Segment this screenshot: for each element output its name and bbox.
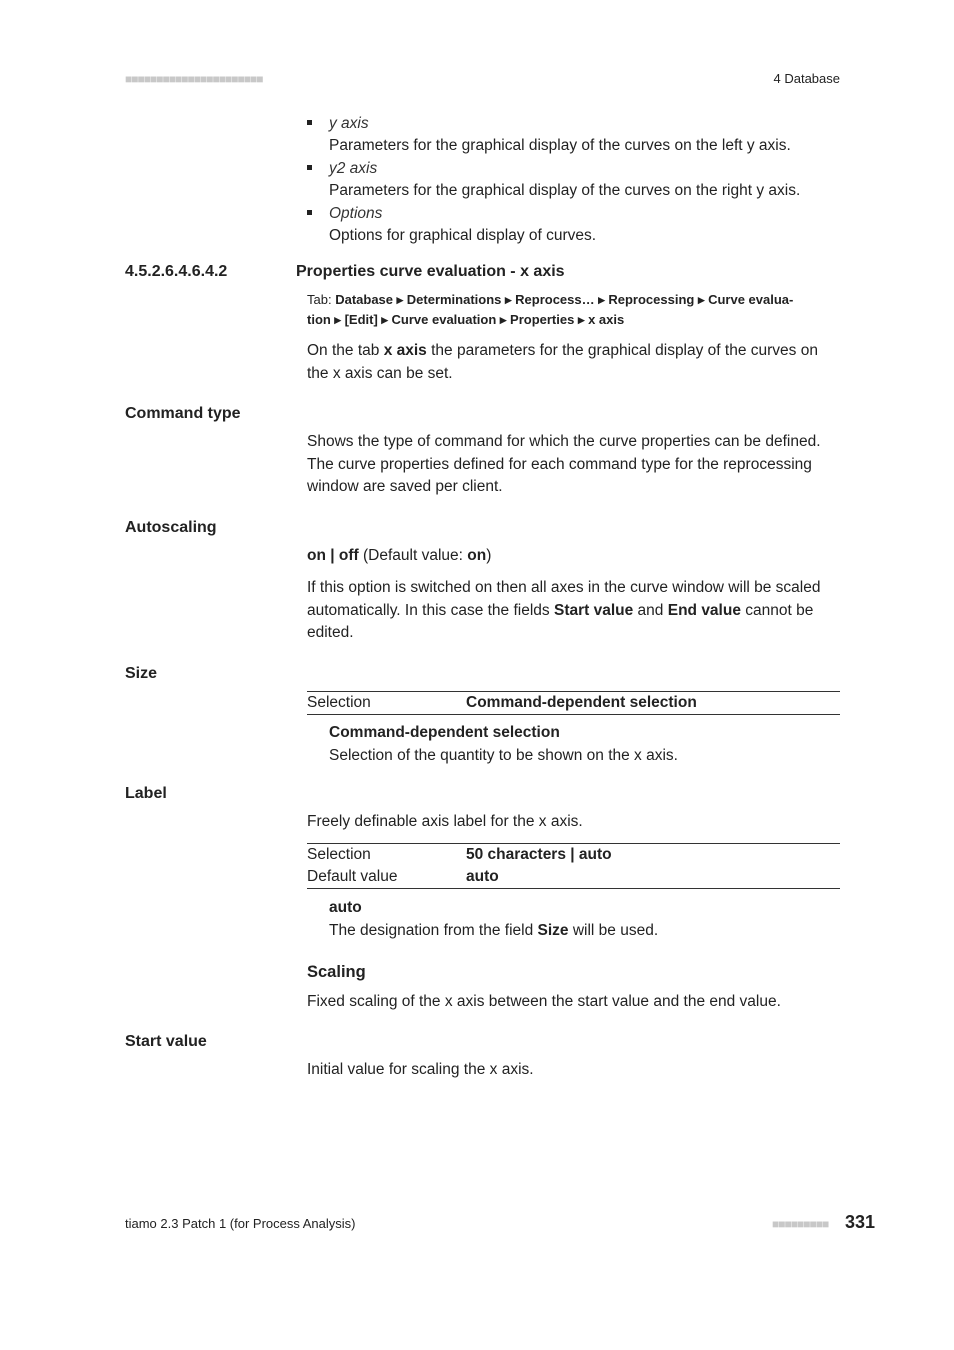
bullet-desc: Options for graphical display of curves.: [329, 227, 597, 244]
size-table: [307, 691, 840, 715]
bullet-title: y2 axis: [329, 160, 378, 177]
label-option-title: auto: [329, 899, 362, 916]
list-item: [307, 203, 847, 247]
size-option-title: Command-dependent selection: [329, 724, 560, 741]
term-command-type: Command type: [125, 405, 241, 422]
autoscaling-desc: If this option is switched on then all axes in the curve window will be scaled automatically. In this case the fields Start value and End value cannot be edited.: [307, 579, 821, 641]
footer-decoration: ■■■■■■■■■: [772, 1217, 829, 1231]
scaling-heading: Scaling: [307, 963, 366, 981]
command-type-desc: Shows the type of command for which the curve properties can be defined. The curve properties defined for each command type for the reprocessing window are saved per client.: [307, 433, 821, 495]
term-size: Size: [125, 665, 158, 682]
term-autoscaling: Autoscaling: [125, 519, 217, 536]
label-desc: Freely definable axis label for the x axis.: [307, 813, 583, 830]
footer-product: tiamo 2.3 Patch 1 (for Process Analysis): [125, 1216, 356, 1231]
table-row: [307, 692, 840, 714]
section-title: Properties curve evaluation - x axis: [296, 263, 565, 280]
tab-path: [307, 290, 837, 330]
list-item: [307, 113, 847, 157]
start-value-desc: Initial value for scaling the x axis.: [307, 1061, 534, 1078]
term-start-value: Start value: [125, 1033, 207, 1050]
bullet-square-icon: [307, 165, 312, 170]
tab-prefix: Tab:: [307, 292, 332, 307]
table-value: 50 characters | auto: [466, 846, 612, 863]
bullet-title: y axis: [329, 115, 369, 132]
table-key: Selection: [307, 846, 371, 863]
header-decoration: ■■■■■■■■■■■■■■■■■■■■■■: [125, 72, 263, 86]
scaling-desc: Fixed scaling of the x axis between the start value and the end value.: [307, 993, 781, 1010]
term-label: Label: [125, 785, 167, 802]
bullet-desc: Parameters for the graphical display of the curves on the right y axis.: [329, 182, 801, 199]
bullet-square-icon: [307, 210, 312, 215]
list-item: [307, 158, 847, 202]
table-row: [307, 866, 840, 888]
size-option-desc: Selection of the quantity to be shown on the x axis.: [329, 747, 678, 764]
chapter-label: 4 Database: [773, 71, 840, 86]
table-value: auto: [466, 868, 499, 885]
table-key: Default value: [307, 868, 398, 885]
bullet-title: Options: [329, 205, 383, 222]
bullet-square-icon: [307, 120, 312, 125]
tab-path-line1: Database ▸ Determinations ▸ Reprocess… ▸ Reprocessing ▸ Curve evalua-: [335, 292, 794, 307]
section-number: 4.5.2.6.4.6.4.2: [125, 263, 228, 280]
intro-paragraph: On the tab x axis the parameters for the graphical display of the curves on the x axis can be set.: [307, 342, 818, 382]
bullet-desc: Parameters for the graphical display of the curves on the left y axis.: [329, 137, 791, 154]
tab-path-line2: tion ▸ [Edit] ▸ Curve evaluation ▸ Properties ▸ x axis: [307, 312, 625, 327]
table-row: [307, 844, 840, 866]
table-key: Selection: [307, 694, 371, 711]
label-table: [307, 843, 840, 889]
page-number: 331: [845, 1212, 876, 1232]
autoscaling-values: on | off (Default value: on): [307, 547, 492, 564]
label-option-desc: The designation from the field Size will be used.: [329, 922, 659, 939]
table-value: Command-dependent selection: [466, 694, 697, 711]
